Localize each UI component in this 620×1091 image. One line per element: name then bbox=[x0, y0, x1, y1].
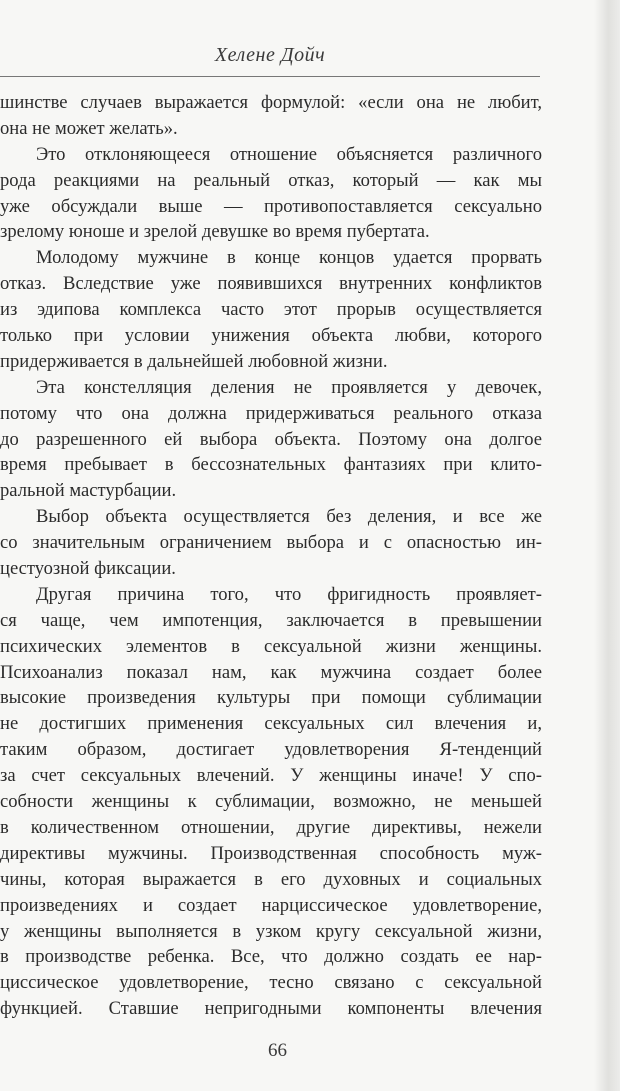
text-line: таким образом, достигает удовлетворения Я-тенденций bbox=[0, 739, 542, 761]
text-line: придерживается в дальнейшей любовной жизни. bbox=[0, 350, 388, 372]
text-line: только при условии унижения объекта любви, которого bbox=[0, 325, 542, 347]
text-line: Другая причина того, что фригидность проявляет- bbox=[36, 583, 542, 605]
text-line: ральной мастурбации. bbox=[0, 480, 177, 502]
text-line: она не может желать». bbox=[0, 117, 178, 139]
text-line: Это отклоняющееся отношение объясняется различного bbox=[36, 143, 542, 165]
text-line: уже обсуждали выше — противопоставляется сексуально bbox=[0, 195, 542, 217]
text-line: Эта констелляция деления не проявляется у девочек, bbox=[36, 376, 542, 398]
text-line: из эдипова комплекса часто этот прорыв осуществляется bbox=[0, 299, 542, 321]
spine-shadow bbox=[594, 0, 620, 1091]
text-line: психических элементов в сексуальной жизни женщины. bbox=[0, 635, 542, 657]
text-line: не достигших применения сексуальных сил влечения и, bbox=[0, 713, 542, 735]
text-line: в производстве ребенка. Все, что должно создать ее нар- bbox=[0, 946, 542, 968]
text-line: Молодому мужчине в конце концов удается прорвать bbox=[36, 247, 542, 269]
body-text bbox=[0, 90, 542, 1022]
text-line: циссическое удовлетворение, тесно связано с сексуальной bbox=[0, 972, 542, 994]
page-number: 66 bbox=[268, 1040, 287, 1061]
text-line: время пребывает в бессознательных фантазиях при клито- bbox=[0, 454, 542, 476]
text-line: рода реакциями на реальный отказ, который — как мы bbox=[0, 169, 542, 191]
header-rule bbox=[0, 76, 540, 77]
text-line: Выбор объекта осуществляется без деления, и все же bbox=[36, 506, 542, 528]
text-line: зрелому юноше и зрелой девушке во время пубертата. bbox=[0, 221, 430, 243]
text-line: до разрешенного ей выбора объекта. Поэтому она долгое bbox=[0, 428, 542, 450]
text-line: отказ. Вследствие уже появившихся внутренних конфликтов bbox=[0, 273, 542, 295]
text-line: ся чаще, чем импотенция, заключается в превышении bbox=[0, 609, 542, 631]
text-line: функцией. Ставшие непригодными компоненты влечения bbox=[0, 998, 542, 1020]
text-line: высокие произведения культуры при помощи сублимации bbox=[0, 687, 542, 709]
text-line: произведениях и создает нарциссическое удовлетворение, bbox=[0, 894, 542, 916]
text-line: за счет сексуальных влечений. У женщины иначе! У спо- bbox=[0, 765, 542, 787]
text-line: потому что она должна придерживаться реального отказа bbox=[0, 402, 542, 424]
text-line: со значительным ограничением выбора и с опасностью ин- bbox=[0, 532, 542, 554]
text-line: у женщины выполняется в узком кругу сексуальной жизни, bbox=[0, 920, 542, 942]
running-head: Хелене Дойч bbox=[214, 44, 326, 66]
text-line: чины, которая выражается в его духовных и социальных bbox=[0, 868, 542, 890]
text-line: собности женщины к сублимации, возможно, не меньшей bbox=[0, 791, 542, 813]
text-line: цестуозной фиксации. bbox=[0, 558, 176, 580]
text-line: в количественном отношении, другие директивы, нежели bbox=[0, 816, 542, 838]
text-line: Психоанализ показал нам, как мужчина создает более bbox=[0, 661, 542, 683]
text-line: шинстве случаев выражается формулой: «если она не любит, bbox=[0, 92, 542, 113]
text-line: директивы мужчины. Производственная способность муж- bbox=[0, 842, 542, 864]
